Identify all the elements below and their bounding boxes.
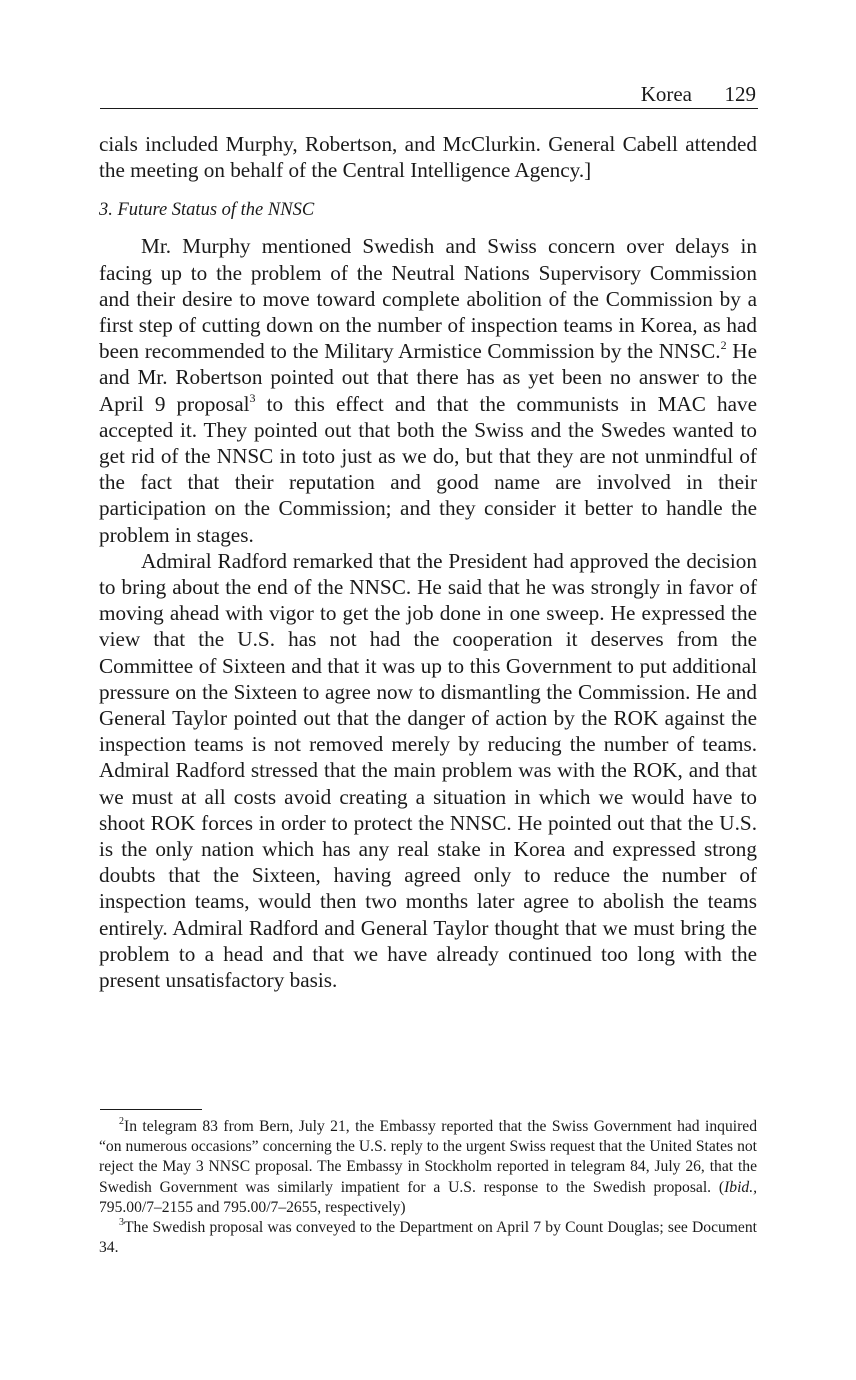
footnote-divider — [100, 1109, 202, 1110]
paragraph-murphy — [99, 233, 757, 547]
body-text — [99, 131, 757, 993]
footnote-marker: 2 — [119, 1115, 124, 1127]
paragraph-text: to this effect and that the communists in MAC have accepted it. They pointed out that both the Swiss and the Swedes wanted to get rid of the NNSC in toto just as we do, but that they are not unmindful of the fact that their reputation and good name are involved in their participation on the Commission; and they consider it better to handle the problem in stages. — [99, 391, 757, 547]
footnote-3 — [99, 1218, 757, 1258]
page-header — [100, 80, 758, 109]
running-title: Korea — [640, 82, 692, 106]
footnote-ref-2[interactable]: 2 — [720, 338, 727, 353]
footnote-marker: 3 — [119, 1216, 124, 1228]
paragraph-text: Mr. Murphy mentioned Swedish and Swiss concern over delays in facing up to the problem of the Neutral Nations Supervisory Commission and their desire to move toward complete abolition of the Commission by a first step of cutting down on the number of inspection teams in Korea, as had been recommended to the Military Armistice Commission by the NNSC. — [99, 234, 757, 364]
page-number: 129 — [724, 82, 756, 106]
footnote-ibid: Ibid., — [724, 1178, 757, 1196]
footnote-ref-3[interactable]: 3 — [249, 390, 256, 405]
paragraph-radford: Admiral Radford remarked that the President had approved the decision to bring about the end of the NNSC. He said that he was strongly in favor of moving ahead with vigor to get the job done in one sweep. He expressed the view that the U.S. has not had the cooperation it deserves from the Committee of Sixteen and that it was up to this Government to put additional pressure on the Sixteen to agree now to dismantling the Commission. He and General Taylor pointed out that the danger of action by the ROK against the inspection teams is not removed merely by reducing the number of teams. Admiral Radford stressed that the main problem was with the ROK, and that we must at all costs avoid creating a situation in which we would have to shoot ROK forces in order to protect the NNSC. He pointed out that the U.S. is the only nation which has any real stake in Korea and expressed strong doubts that the Sixteen, having agreed only to reduce the number of inspection teams, would then two months later agree to abolish the teams entirely. Admiral Radford and General Taylor thought that we must bring the problem to a head and that we have already continued too long with the present unsatisfactory basis. — [99, 548, 757, 993]
paragraph-continued: cials included Murphy, Robertson, and McClurkin. General Cabell attended the meeting on behalf of the Central Intelligence Agency.] — [99, 132, 757, 183]
footnote-text: In telegram 83 from Bern, July 21, the Embassy reported that the Swiss Government had inquired “on numerous occasions” concerning the U.S. reply to the urgent Swiss request that the United States not reject the May 3 NNSC proposal. The Embassy in Stockholm reported in telegram 84, July 26, that the Swedish Government was similarly impatient for a U.S. response to the Swedish proposal. ( — [99, 1118, 757, 1196]
footnote-text: The Swedish proposal was conveyed to the Department on April 7 by Count Douglas; see Document 34. — [99, 1219, 757, 1257]
footnotes — [99, 1117, 757, 1258]
section-subheading: 3. Future Status of the NNSC — [99, 200, 315, 221]
footnote-text: 795.00/7–2155 and 795.00/7–2655, respectively) — [99, 1198, 406, 1216]
footnote-2 — [99, 1117, 757, 1218]
paragraph-text: He and Mr. Robertson pointed out that there has as yet been no answer to the April 9 proposal — [99, 339, 757, 416]
